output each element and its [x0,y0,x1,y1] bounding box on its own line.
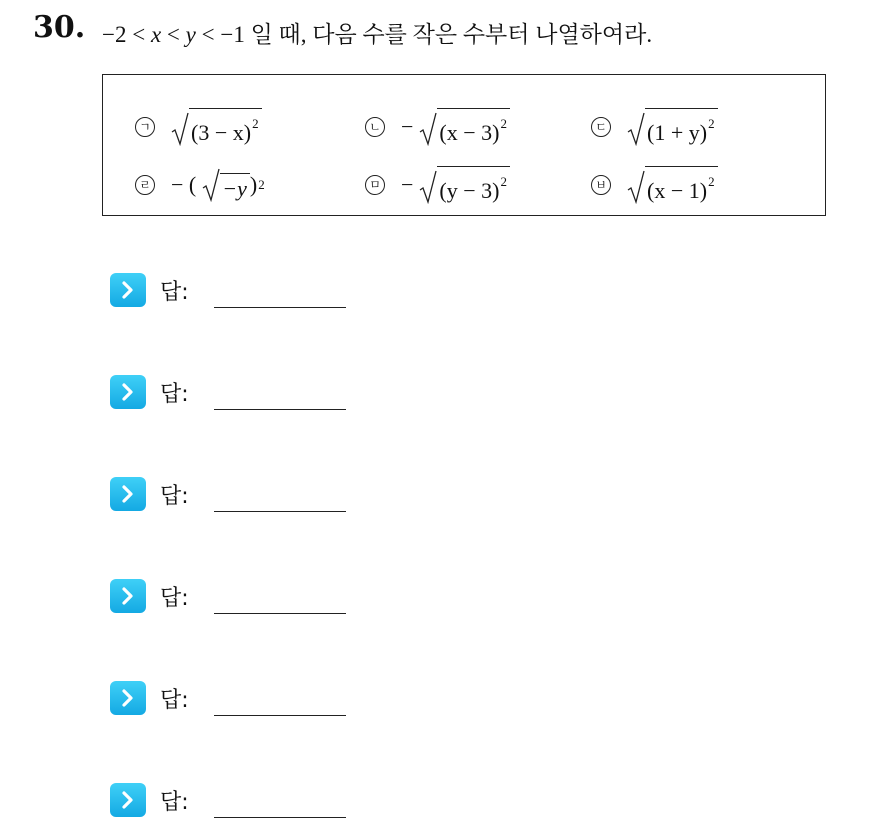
sqrt-symbol [419,108,510,146]
choice-3 [591,105,718,149]
exponent-4: 2 [258,177,265,192]
lt-sign: < [161,22,186,47]
sqrt-symbol [202,168,250,202]
choice-5 [365,163,510,207]
condition-prefix: −2 < [102,22,151,47]
radicand-6: $(x - 1)^2$ [645,166,718,204]
sqrt-symbol [627,108,718,146]
var-y: y [185,22,196,47]
answer-blank[interactable] [214,409,346,410]
choice-mark-1: ㄱ [135,117,155,137]
chevron-right-icon [110,681,146,715]
chevron-right-icon [110,477,146,511]
answer-label: 답: [160,483,189,509]
choice-6 [591,163,718,207]
choice-mark-2: ㄴ [365,117,385,137]
answer-row [110,273,189,307]
radicand-3: $(1 + y)^2$ [645,108,718,146]
close-paren-4: ) [249,172,258,197]
radicand-1: $(3 - x)^2$ [189,108,262,146]
sqrt-symbol [627,166,718,204]
answer-row [110,783,189,817]
answer-label: 답: [160,687,189,713]
sign-2: − [401,114,414,139]
choice-4 [135,163,265,207]
answer-blank[interactable] [214,613,346,614]
choice-2 [365,105,510,149]
chevron-right-icon [110,375,146,409]
question-number: 30. [33,10,86,45]
answer-row [110,477,189,511]
answer-label: 답: [160,381,189,407]
chevron-right-icon [110,273,146,307]
chevron-right-icon [110,783,146,817]
answer-blank[interactable] [214,511,346,512]
var-x: x [150,22,162,47]
answer-row [110,681,189,715]
answer-label: 답: [160,789,189,815]
answer-blank[interactable] [214,307,346,308]
condition-suffix: < −1 [195,22,245,47]
radicand-5: $(y - 3)^2$ [437,166,510,204]
chevron-right-icon [110,579,146,613]
instruction: 일 때, 다음 수를 작은 수부터 나열하여라. [244,22,653,47]
answer-row [110,579,189,613]
sign-4: − ( [171,172,197,197]
choice-mark-6: ㅂ [591,175,611,195]
answer-label: 답: [160,585,189,611]
choices-box [102,74,826,216]
choice-1 [135,105,262,149]
answer-blank[interactable] [214,817,346,818]
sqrt-symbol [171,108,262,146]
choice-mark-3: ㄷ [591,117,611,137]
choice-mark-5: ㅁ [365,175,385,195]
radicand-4: −y [220,173,250,202]
radicand-2: $(x - 3)^2$ [437,108,510,146]
answer-label: 답: [160,279,189,305]
sign-5: − [401,172,414,197]
choice-mark-4: ㄹ [135,175,155,195]
answer-blank[interactable] [214,715,346,716]
sqrt-symbol [419,166,510,204]
question-text [102,16,652,49]
answer-row [110,375,189,409]
